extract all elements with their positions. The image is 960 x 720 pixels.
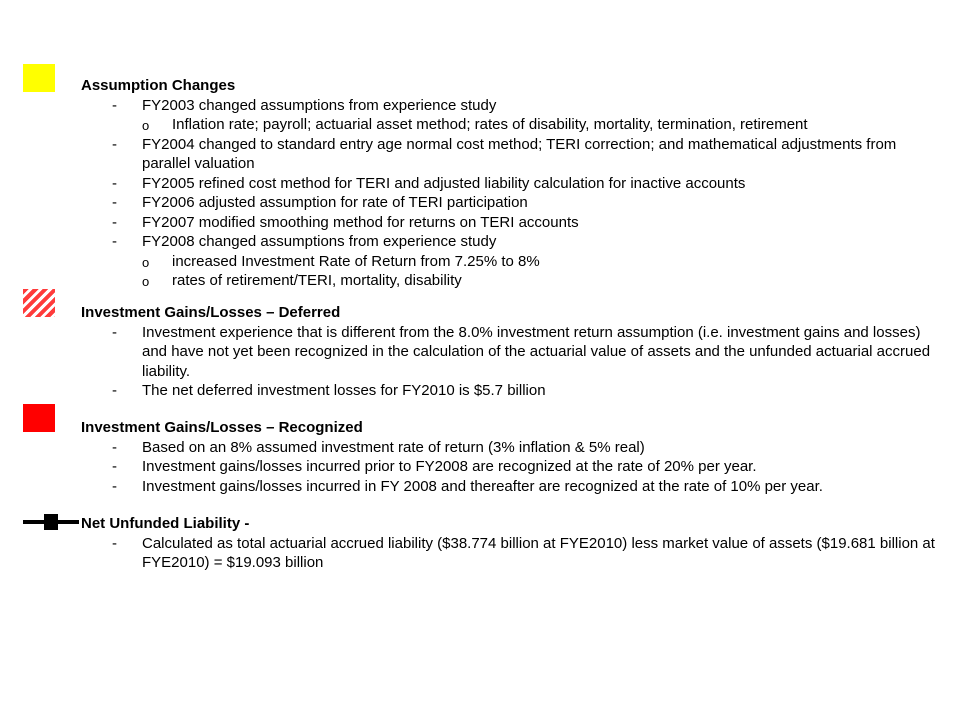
- assumption-changes-section: [81, 76, 941, 291]
- recognized-gains-losses-swatch: [23, 404, 55, 432]
- sub-list-item-text: increased Investment Rate of Return from 7.25% to 8%: [172, 252, 540, 270]
- dash-bullet: -: [112, 534, 117, 552]
- dash-bullet: -: [112, 174, 117, 192]
- deferred-gains-losses-swatch: [23, 289, 55, 317]
- list-item: [81, 174, 941, 194]
- list-item: [81, 438, 941, 458]
- list-item: [81, 232, 941, 252]
- list-item-text: Investment gains/losses incurred prior to FY2008 are recognized at the rate of 20% per year.: [142, 458, 757, 475]
- section-heading: Investment Gains/Losses – Recognized: [81, 419, 363, 436]
- list-item-text: Calculated as total actuarial accrued liability ($38.774 billion at FYE2010) less market value of assets ($19.681 billion at FYE2010) = $19.093 billion: [142, 534, 935, 571]
- sub-bullet: o: [142, 254, 150, 270]
- list-item: [81, 323, 941, 382]
- list-item-text: The net deferred investment losses for FY2010 is $5.7 billion: [142, 382, 546, 399]
- list-item: [81, 457, 941, 477]
- dash-bullet: -: [112, 96, 117, 114]
- dash-bullet: -: [112, 458, 117, 475]
- list-item-text: FY2004 changed to standard entry age normal cost method; TERI correction; and mathematical adjustments from parallel valuation: [142, 135, 897, 172]
- section-heading: Assumption Changes: [81, 77, 236, 94]
- list-item: [81, 193, 941, 213]
- list-item: [81, 477, 941, 497]
- assumption-changes-swatch: [23, 64, 55, 92]
- recognized-gains-losses-section: [81, 418, 941, 496]
- list-item-text: FY2006 adjusted assumption for rate of TERI participation: [142, 194, 528, 211]
- list-item-text: Based on an 8% assumed investment rate of return (3% inflation & 5% real): [142, 438, 645, 456]
- list-item-text: FY2007 modified smoothing method for returns on TERI accounts: [142, 213, 579, 231]
- sub-list-item: [81, 271, 941, 291]
- dash-bullet: -: [112, 323, 117, 341]
- dash-bullet: -: [112, 438, 117, 456]
- dash-bullet: -: [112, 477, 117, 495]
- list-item-text: FY2003 changed assumptions from experience study: [142, 96, 497, 114]
- line-marker-square: [44, 514, 58, 530]
- dash-bullet: -: [112, 135, 117, 153]
- sub-list-item-text: Inflation rate; payroll; actuarial asset method; rates of disability, mortality, termination, retirement: [172, 116, 808, 133]
- dash-bullet: -: [112, 233, 117, 250]
- section-heading: Investment Gains/Losses – Deferred: [81, 304, 341, 321]
- dash-bullet: -: [112, 382, 117, 399]
- list-item: [81, 135, 941, 174]
- list-item: [81, 534, 941, 573]
- net-unfunded-liability-line-icon: [23, 513, 55, 531]
- sub-list-item: [81, 252, 941, 272]
- list-item-text: Investment experience that is different from the 8.0% investment return assumption (i.e. investment gains and losses) and have not yet been recognized in the calculation of the actuarial value of assets and the unfunded actuarial accrued liability.: [142, 323, 931, 380]
- sub-list-item: [81, 115, 941, 135]
- dash-bullet: -: [112, 194, 117, 211]
- deferred-gains-losses-section: [81, 303, 941, 401]
- list-item-text: Investment gains/losses incurred in FY 2008 and thereafter are recognized at the rate of 10% per year.: [142, 477, 823, 495]
- list-item-text: FY2005 refined cost method for TERI and adjusted liability calculation for inactive accounts: [142, 174, 746, 192]
- list-item: [81, 96, 941, 116]
- list-item-text: FY2008 changed assumptions from experience study: [142, 233, 497, 250]
- dash-bullet: -: [112, 213, 117, 231]
- sub-list-item-text: rates of retirement/TERI, mortality, disability: [172, 272, 462, 289]
- list-item: [81, 213, 941, 233]
- section-heading: Net Unfunded Liability -: [81, 515, 250, 532]
- list-item: [81, 381, 941, 401]
- net-unfunded-liability-section: [81, 514, 941, 573]
- sub-bullet: o: [142, 274, 150, 289]
- sub-bullet: o: [142, 118, 150, 133]
